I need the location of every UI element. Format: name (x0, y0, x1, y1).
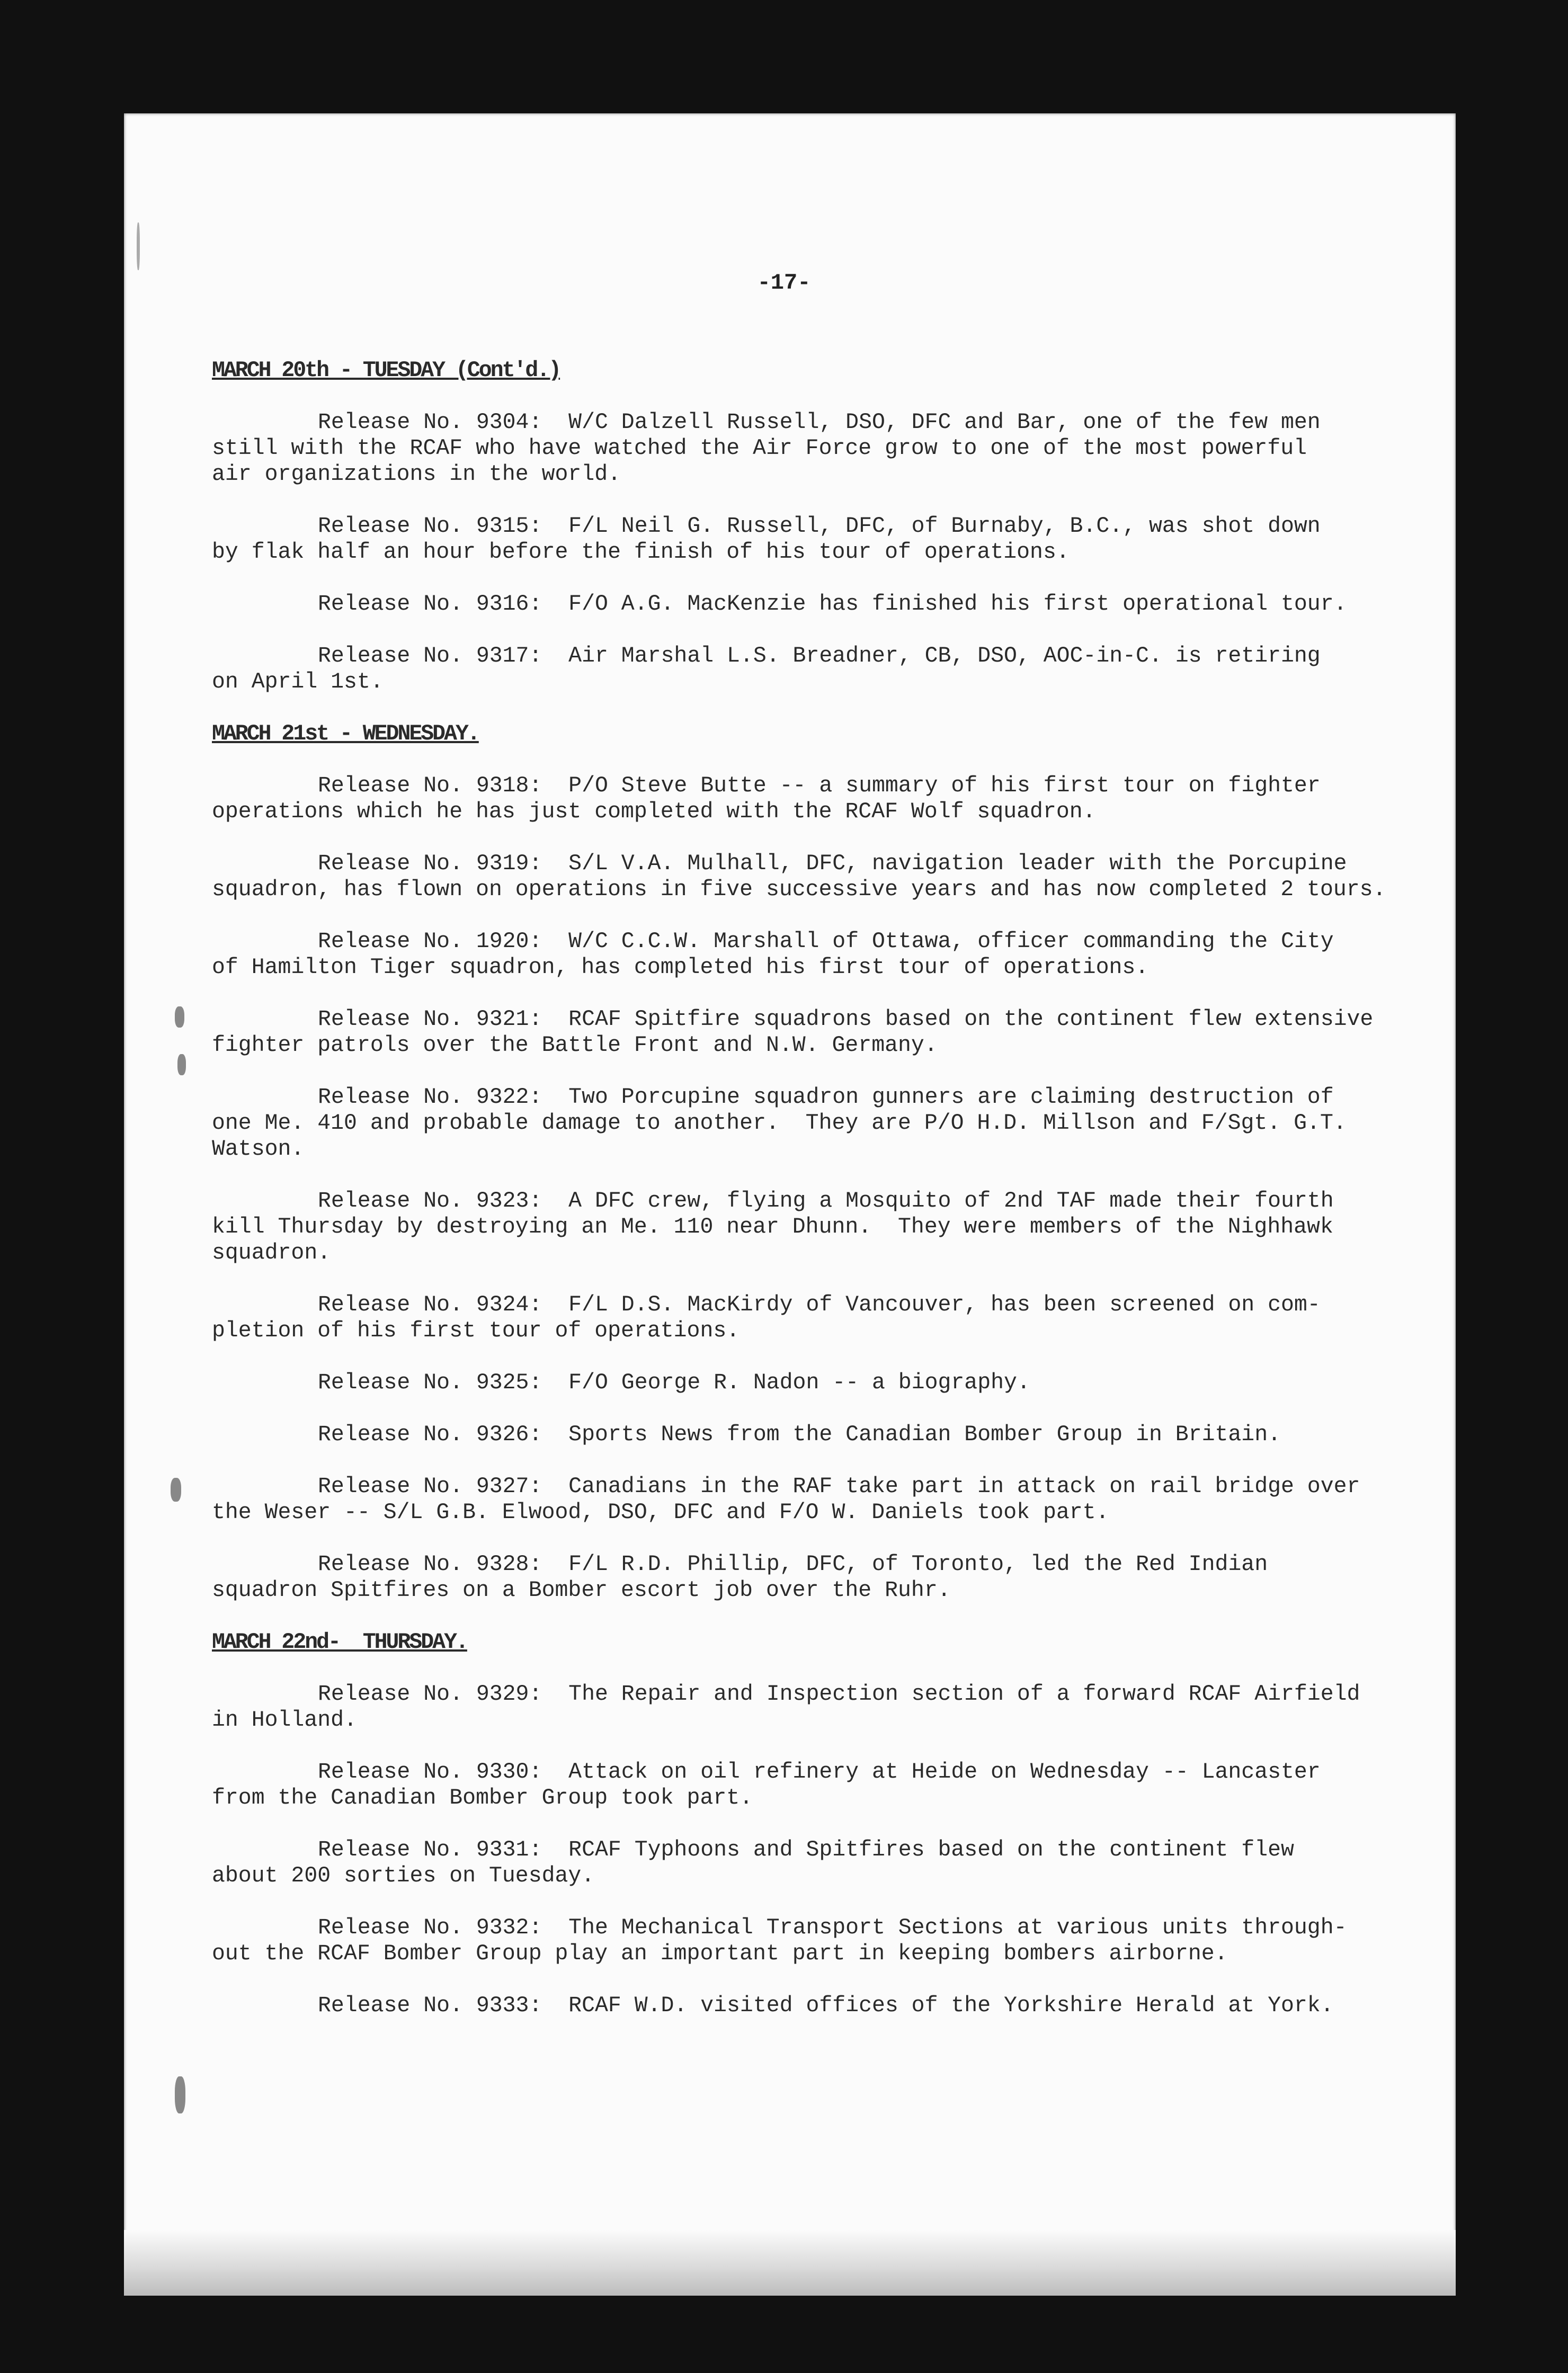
release-text-line: the Weser -- S/L G.B. Elwood, DSO, DFC and F/O W. Daniels took part. (212, 1500, 1109, 1525)
release-text-line: operations which he has just completed with the RCAF Wolf squadron. (212, 799, 1096, 824)
release-entry (212, 643, 1430, 695)
release-text-line: by flak half an hour before the finish of his tour of operations. (212, 540, 1070, 565)
release-text-line: Release No. 9316: F/O A.G. MacKenzie has finished his first operational tour. (318, 592, 1347, 617)
release-text-line: Release No. 9322: Two Porcupine squadron gunners are claiming destruction of (318, 1085, 1334, 1110)
release-entry (212, 1837, 1430, 1889)
release-text-line: in Holland. (212, 1708, 357, 1733)
release-text-line: Release No. 9323: A DFC crew, flying a Mosquito of 2nd TAF made their fourth (318, 1189, 1334, 1214)
release-entry (212, 409, 1430, 487)
release-entry (212, 773, 1430, 825)
release-text-line: Release No. 9331: RCAF Typhoons and Spitfires based on the continent flew (318, 1837, 1294, 1862)
release-text-line: Release No. 9326: Sports News from the Canadian Bomber Group in Britain. (318, 1422, 1281, 1447)
page-number: -17- (757, 270, 811, 296)
scan-mark (137, 222, 140, 270)
release-text-line: fighter patrols over the Battle Front and N.W. Germany. (212, 1033, 938, 1058)
release-text-line: kill Thursday by destroying an Me. 110 near Dhunn. They were members of the Nighhawk (212, 1215, 1333, 1239)
section-heading: MARCH 21st - WEDNESDAY. (212, 721, 479, 746)
release-text-line: out the RCAF Bomber Group play an important part in keeping bombers airborne. (212, 1941, 1228, 1966)
release-entry (212, 1681, 1430, 1733)
release-text-line: Release No. 9315: F/L Neil G. Russell, DFC, of Burnaby, B.C., was shot down (318, 514, 1321, 539)
release-entry (212, 591, 1430, 617)
release-entry (212, 513, 1430, 565)
release-text-line: Release No. 9330: Attack on oil refinery at Heide on Wednesday -- Lancaster (318, 1760, 1321, 1785)
release-entry (212, 1370, 1430, 1396)
release-entry (212, 1188, 1430, 1266)
release-text-line: Release No. 9332: The Mechanical Transport Sections at various units through- (318, 1915, 1347, 1940)
release-text-line: squadron Spitfires on a Bomber escort job over the Ruhr. (212, 1578, 951, 1603)
release-text-line: Release No. 9318: P/O Steve Butte -- a summary of his first tour on fighter (318, 773, 1321, 798)
scan-mark (177, 1054, 186, 1075)
section-heading: MARCH 20th - TUESDAY (Cont'd.) (212, 358, 560, 383)
release-text-line: one Me. 410 and probable damage to another. They are P/O H.D. Millson and F/Sgt. G.T. (212, 1111, 1347, 1136)
release-text-line: Release No. 9325: F/O George R. Nadon -- a biography. (318, 1370, 1030, 1395)
release-text-line: on April 1st. (212, 670, 384, 694)
release-text-line: Release No. 9324: F/L D.S. MacKirdy of Vancouver, has been screened on com- (318, 1292, 1321, 1317)
release-text-line: Release No. 9319: S/L V.A. Mulhall, DFC, navigation leader with the Porcupine (318, 851, 1347, 876)
release-text-line: of Hamilton Tiger squadron, has completed his first tour of operations. (212, 955, 1149, 980)
scan-mark (175, 2076, 185, 2113)
release-entry (212, 1422, 1430, 1448)
release-text-line: squadron, has flown on operations in five successive years and has now completed 2 tours. (212, 877, 1386, 902)
release-text-line: Release No. 9329: The Repair and Inspection section of a forward RCAF Airfield (318, 1682, 1360, 1707)
release-text-line: Release No. 9328: F/L R.D. Phillip, DFC, of Toronto, led the Red Indian (318, 1552, 1268, 1577)
scan-mark (175, 1006, 184, 1028)
release-text-line: Watson. (212, 1137, 305, 1162)
release-entry (212, 1292, 1430, 1344)
release-entry (212, 1474, 1430, 1526)
release-entry (212, 929, 1430, 980)
release-text-line: Release No. 9327: Canadians in the RAF take part in attack on rail bridge over (318, 1474, 1360, 1499)
release-entry (212, 851, 1430, 903)
release-entry (212, 1006, 1430, 1058)
release-text-line: Release No. 9317: Air Marshal L.S. Breadner, CB, DSO, AOC-in-C. is retiring (318, 644, 1321, 668)
release-text-line: Release No. 9333: RCAF W.D. visited offices of the Yorkshire Herald at York. (318, 1993, 1334, 2018)
release-entry (212, 1915, 1430, 1967)
release-entry (212, 1084, 1430, 1162)
release-entry (212, 1993, 1430, 2019)
page-bottom-edge (124, 2230, 1456, 2296)
release-text-line: Release No. 1920: W/C C.C.W. Marshall of Ottawa, officer commanding the City (318, 929, 1334, 954)
release-text-line: Release No. 9321: RCAF Spitfire squadrons based on the continent flew extensive (318, 1007, 1374, 1032)
section-heading: MARCH 22nd- THURSDAY. (212, 1630, 467, 1655)
release-entry (212, 1759, 1430, 1811)
release-entry (212, 1551, 1430, 1603)
release-text-line: pletion of his first tour of operations. (212, 1318, 740, 1343)
release-list (212, 358, 1430, 2045)
release-text-line: Release No. 9304: W/C Dalzell Russell, DSO, DFC and Bar, one of the few men (318, 410, 1321, 435)
release-text-line: still with the RCAF who have watched the Air Force grow to one of the most powerful (212, 436, 1307, 461)
release-text-line: about 200 sorties on Tuesday. (212, 1863, 595, 1888)
release-text-line: from the Canadian Bomber Group took part. (212, 1786, 753, 1810)
release-text-line: air organizations in the world. (212, 462, 621, 487)
release-text-line: squadron. (212, 1241, 331, 1265)
scan-mark (171, 1478, 181, 1502)
